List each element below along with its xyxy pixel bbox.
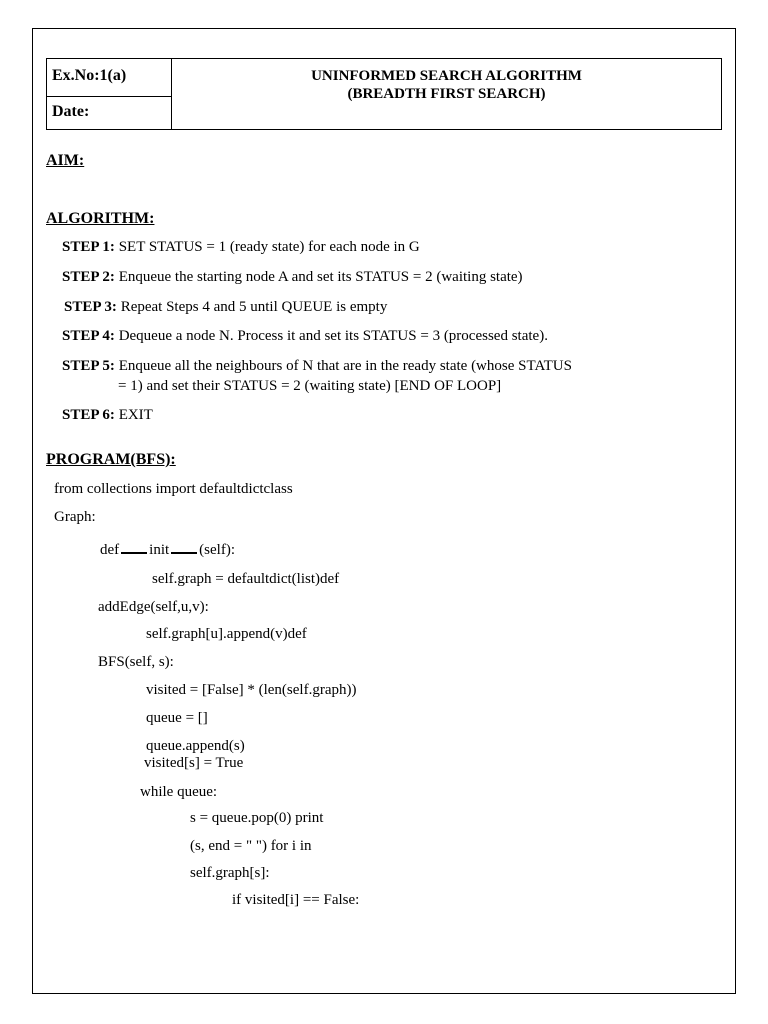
code-line: queue.append(s): [146, 738, 245, 754]
date-label: Date:: [52, 103, 90, 120]
underscore-blank: [171, 540, 197, 554]
code-line: visited = [False] * (len(self.graph)): [146, 682, 357, 698]
code-line: Graph:: [54, 509, 96, 525]
aim-heading: AIM:: [46, 152, 85, 169]
code-token: (self):: [199, 542, 235, 558]
step-text: EXIT: [118, 407, 153, 423]
step-label: STEP 1:: [62, 239, 115, 255]
code-line: (s, end = " ") for i in: [190, 838, 312, 854]
code-line: s = queue.pop(0) print: [190, 810, 324, 826]
step-text: SET STATUS = 1 (ready state) for each node in G: [118, 239, 420, 255]
code-line: queue = []: [146, 710, 208, 726]
step-text: Dequeue a node N. Process it and set its STATUS = 3 (processed state).: [118, 328, 548, 344]
step-text: Enqueue all the neighbours of N that are in the ready state (whose STATUS: [118, 358, 572, 374]
algorithm-step-1: [62, 238, 420, 257]
algorithm-step-5: [62, 357, 572, 376]
algorithm-heading: ALGORITHM:: [46, 210, 155, 227]
algorithm-step-6: [62, 406, 153, 425]
document-title: [172, 67, 721, 103]
header-left-column: [47, 59, 172, 129]
code-token: init: [149, 542, 170, 558]
code-line: while queue:: [140, 784, 218, 800]
code-token: def: [100, 542, 120, 558]
code-line: visited[s] = True: [144, 755, 244, 771]
code-line: self.graph[u].append(v)def: [146, 626, 307, 642]
header-table: [46, 58, 722, 130]
step-label: STEP 4:: [62, 328, 115, 344]
algorithm-step-4: [62, 327, 548, 346]
step-label: STEP 3:: [64, 299, 117, 315]
code-line-init: [100, 540, 235, 559]
code-line: BFS(self, s):: [98, 654, 174, 670]
step-label: STEP 5:: [62, 358, 115, 374]
step-label: STEP 6:: [62, 407, 115, 423]
code-line: if visited[i] == False:: [232, 892, 360, 908]
title-line-1: UNINFORMED SEARCH ALGORITHM: [311, 68, 582, 84]
code-line: from collections import defaultdictclass: [54, 481, 293, 497]
code-line: self.graph = defaultdict(list)def: [152, 571, 340, 587]
exercise-number: Ex.No:1(a): [47, 59, 171, 97]
step-text: Repeat Steps 4 and 5 until QUEUE is empty: [120, 299, 388, 315]
page-border: [32, 28, 736, 994]
program-heading: PROGRAM(BFS):: [46, 451, 176, 468]
underscore-blank: [121, 540, 147, 554]
algorithm-step-3: [64, 298, 387, 317]
title-line-2: (BREADTH FIRST SEARCH): [347, 86, 546, 102]
step-label: STEP 2:: [62, 269, 115, 285]
algorithm-step-2: [62, 268, 523, 287]
code-line: addEdge(self,u,v):: [98, 599, 209, 615]
algorithm-step-5-continued: = 1) and set their STATUS = 2 (waiting state) [END OF LOOP]: [118, 378, 502, 394]
step-text: Enqueue the starting node A and set its STATUS = 2 (waiting state): [118, 269, 523, 285]
code-line: self.graph[s]:: [190, 865, 270, 881]
